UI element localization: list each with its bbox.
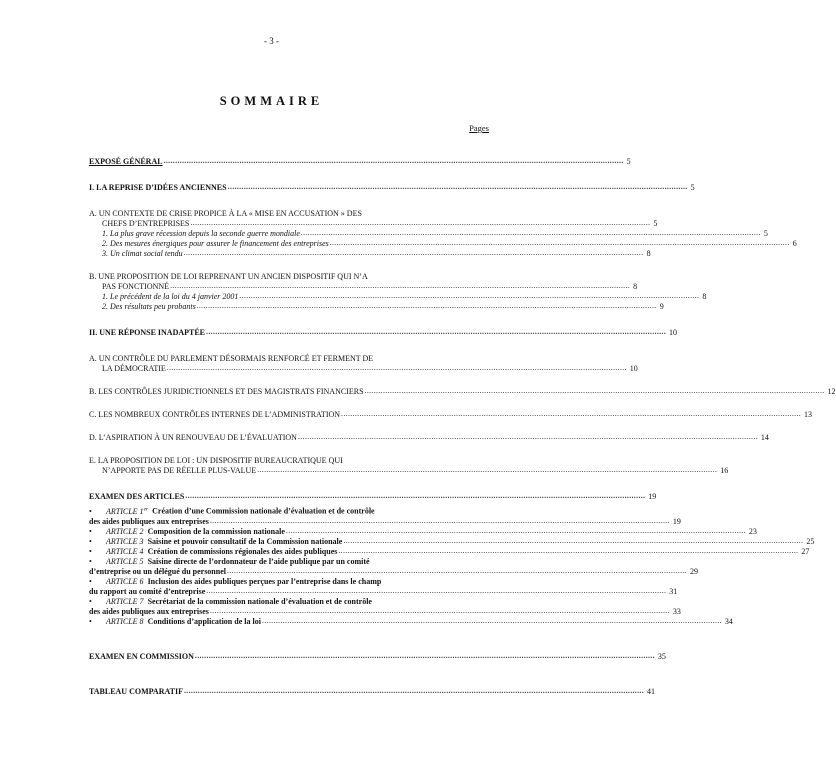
toc-entry-label: B. LES CONTRÔLES JURIDICTIONNELS ET DES MAGISTRATS FINANCIERS <box>89 387 364 396</box>
bullet-icon: • <box>89 506 92 516</box>
leader-dots: ........................................................................................................................................................................................................ <box>184 685 644 695</box>
article-label: ARTICLE 4 <box>106 546 144 556</box>
table-of-contents <box>89 156 836 697</box>
toc-page-number: 29 <box>689 566 698 576</box>
toc-entry-article-1[interactable] <box>89 504 681 527</box>
toc-page-number: 6 <box>792 239 797 248</box>
toc-entry-article-4[interactable] <box>89 545 810 557</box>
toc-entry-part-1-a[interactable] <box>89 209 658 229</box>
toc-page-number: 13 <box>804 410 813 419</box>
toc-entry-part-2-a[interactable] <box>89 354 638 374</box>
toc-page-number: 9 <box>659 302 664 311</box>
toc-entry-article-6[interactable] <box>89 576 678 597</box>
bullet-icon: • <box>89 616 92 626</box>
toc-entry-part-1[interactable] <box>89 182 695 193</box>
toc-entry-part-2[interactable] <box>89 327 678 338</box>
toc-entry-label: TABLEAU COMPARATIF <box>89 686 183 696</box>
toc-page-number: 14 <box>760 433 769 442</box>
article-title-line1: Saisine directe de l’ordonnateur de l’aide publique par un comité <box>147 556 370 566</box>
toc-entry-label: I. LA REPRISE D’IDÉES ANCIENNES <box>89 183 227 192</box>
article-title-line2: des aides publiques aux entreprises <box>89 516 209 526</box>
article-label: ARTICLE 3 <box>106 536 144 546</box>
leader-dots: ........................................................................................................................................................................................................ <box>297 432 758 441</box>
toc-entry-part-1-b-2[interactable] <box>89 301 664 312</box>
leader-dots: ........................................................................................................................................................................................................ <box>329 238 790 247</box>
toc-page-number: 8 <box>646 249 651 258</box>
toc-page-number: 10 <box>629 364 638 373</box>
article-title-line1: Création d’une Commission nationale d’évaluation et de contrôle <box>152 506 375 516</box>
toc-entry-label: D. L’ASPIRATION À UN RENOUVEAU DE L’ÉVALUATION <box>89 433 297 442</box>
toc-entry-part-2-b[interactable] <box>89 386 836 397</box>
toc-page-number: 8 <box>702 292 707 301</box>
toc-entry-label: EXAMEN EN COMMISSION <box>89 651 194 661</box>
leader-dots: ........................................................................................................................................................................................................ <box>257 465 718 474</box>
leader-dots: ........................................................................................................................................................................................................ <box>227 182 688 191</box>
bullet-icon: • <box>89 536 92 546</box>
toc-entry-label-line2: PAS FONCTIONNÉ <box>102 282 170 291</box>
toc-page-number: 16 <box>720 466 729 475</box>
toc-entry-label: C. LES NOMBREUX CONTRÔLES INTERNES DE L’ADMINISTRATION <box>89 410 341 419</box>
article-label: ARTICLE 1er <box>106 506 149 516</box>
toc-entry-part-2-c[interactable] <box>89 409 813 420</box>
toc-entry-part-2-e[interactable] <box>89 456 729 476</box>
leader-dots: ........................................................................................................................................................................................................ <box>183 248 644 257</box>
article-title: Création de commissions régionales des aides publiques <box>147 546 338 556</box>
toc-entry-label: 1. Le précédent de la loi du 4 janvier 2001 <box>102 292 239 301</box>
leader-dots: ........................................................................................................................................................................................................ <box>209 515 670 525</box>
toc-page-number: 19 <box>672 516 681 526</box>
toc-page-number: 8 <box>633 282 638 291</box>
leader-dots: ........................................................................................................................................................................................................ <box>170 281 631 290</box>
leader-dots: ........................................................................................................................................................................................................ <box>343 535 804 545</box>
toc-page-number: 12 <box>827 387 836 396</box>
toc-page-number: 23 <box>748 526 757 536</box>
toc-page-number: 5 <box>653 219 658 228</box>
leader-dots: ........................................................................................................................................................................................................ <box>163 156 624 165</box>
leader-dots: ........................................................................................................................................................................................................ <box>226 565 687 575</box>
article-label: ARTICLE 8 <box>106 616 144 626</box>
toc-entry-examen-articles[interactable] <box>89 491 657 502</box>
bullet-icon: • <box>89 526 92 536</box>
toc-entry-label-line1: A. UN CONTEXTE DE CRISE PROPICE À LA « MISE EN ACCUSATION » DES <box>89 209 362 218</box>
toc-entry-label: 2. Des mesures énergiques pour assurer le financement des entreprises <box>102 239 329 248</box>
article-title: Saisine et pouvoir consultatif de la Commission nationale <box>147 536 343 546</box>
leader-dots: ........................................................................................................................................................................................................ <box>190 218 651 227</box>
leader-dots: ........................................................................................................................................................................................................ <box>338 545 799 555</box>
article-title: Conditions d’application de la loi <box>147 616 261 626</box>
toc-page-number: 25 <box>806 536 815 546</box>
article-label: ARTICLE 2 <box>106 526 144 536</box>
toc-page-number: 33 <box>672 606 681 616</box>
toc-entry-label: 3. Un climat social tendu <box>102 249 183 258</box>
pages-column-label: Pages <box>469 123 489 133</box>
toc-entry-tableau-comparatif[interactable] <box>89 685 655 697</box>
leader-dots: ........................................................................................................................................................................................................ <box>206 327 667 336</box>
leader-dots: ........................................................................................................................................................................................................ <box>239 291 700 300</box>
article-title-line1: Inclusion des aides publiques perçues par l’entreprise dans le champ <box>147 576 382 586</box>
toc-entry-article-7[interactable] <box>89 596 681 617</box>
toc-page-number: 10 <box>669 328 678 337</box>
toc-page-number: 31 <box>669 586 678 596</box>
toc-page-number: 19 <box>648 492 657 501</box>
article-title-line1: Secrétariat de la commission nationale d’évaluation et de contrôle <box>147 596 372 606</box>
toc-page-number: 5 <box>763 229 768 238</box>
leader-dots: ........................................................................................................................................................................................................ <box>166 363 627 372</box>
article-title: Composition de la commission nationale <box>147 526 285 536</box>
leader-dots: ........................................................................................................................................................................................................ <box>285 525 746 535</box>
toc-entry-label: EXPOSÉ GÉNÉRAL <box>89 157 163 166</box>
toc-page-number: 35 <box>657 651 666 661</box>
toc-entry-part-1-a-3[interactable] <box>89 248 651 259</box>
toc-entry-article-8[interactable] <box>89 615 733 627</box>
bullet-icon: • <box>89 556 92 566</box>
toc-entry-label-line2: N’APPORTE PAS DE RÉELLE PLUS-VALUE <box>102 466 257 475</box>
bullet-icon: • <box>89 546 92 556</box>
page-title: SOMMAIRE <box>219 94 324 108</box>
article-label: ARTICLE 6 <box>106 576 144 586</box>
leader-dots: ........................................................................................................................................................................................................ <box>185 491 646 500</box>
toc-entry-label-line1: A. UN CONTRÔLE DU PARLEMENT DÉSORMAIS RENFORCÉ ET FERMENT DE <box>89 354 374 363</box>
leader-dots: ........................................................................................................................................................................................................ <box>196 301 657 310</box>
leader-dots: ........................................................................................................................................................................................................ <box>300 228 761 237</box>
toc-entry-label: 2. Des résultats peu probants <box>102 302 196 311</box>
toc-page-number: 41 <box>647 686 655 696</box>
toc-entry-part-1-b[interactable] <box>89 272 638 292</box>
leader-dots: ........................................................................................................................................................................................................ <box>206 585 667 595</box>
toc-entry-expose[interactable] <box>89 156 631 167</box>
bullet-icon: • <box>89 596 92 606</box>
bullet-icon: • <box>89 576 92 586</box>
leader-dots: ........................................................................................................................................................................................................ <box>364 386 825 395</box>
article-title-line2: des aides publiques aux entreprises <box>89 606 209 616</box>
toc-page-number: 5 <box>690 183 695 192</box>
toc-entry-label-line1: E. LA PROPOSITION DE LOI : UN DISPOSITIF BUREAUCRATIQUE QUI <box>89 456 343 465</box>
article-label: ARTICLE 5 <box>106 556 144 566</box>
toc-page-number: 5 <box>626 157 631 166</box>
toc-entry-label: EXAMEN DES ARTICLES <box>89 492 185 501</box>
toc-entry-examen-commission[interactable] <box>89 650 666 662</box>
toc-entry-label: II. UNE RÉPONSE INADAPTÉE <box>89 328 206 337</box>
leader-dots: ........................................................................................................................................................................................................ <box>341 409 802 418</box>
toc-page-number: 27 <box>801 546 810 556</box>
leader-dots: ........................................................................................................................................................................................................ <box>209 605 670 615</box>
toc-entry-article-5[interactable] <box>89 556 698 577</box>
article-title-line2: du rapport au comité d’entreprise <box>89 586 206 596</box>
toc-entry-label-line2: LA DÉMOCRATIE <box>102 364 166 373</box>
toc-entry-part-2-d[interactable] <box>89 432 769 443</box>
toc-entry-label-line2: CHEFS D’ENTREPRISES <box>102 219 190 228</box>
page-number: - 3 - <box>264 36 279 46</box>
toc-entry-label-line1: B. UNE PROPOSITION DE LOI REPRENANT UN ANCIEN DISPOSITIF QUI N’A <box>89 272 368 281</box>
article-label: ARTICLE 7 <box>106 596 144 606</box>
toc-entry-label: 1. La plus grave récession depuis la seconde guerre mondiale <box>102 229 300 238</box>
leader-dots: ........................................................................................................................................................................................................ <box>261 615 722 625</box>
article-title-line2: d’entreprise ou un délégué du personnel <box>89 566 226 576</box>
leader-dots: ........................................................................................................................................................................................................ <box>194 650 655 660</box>
toc-page-number: 34 <box>724 616 733 626</box>
